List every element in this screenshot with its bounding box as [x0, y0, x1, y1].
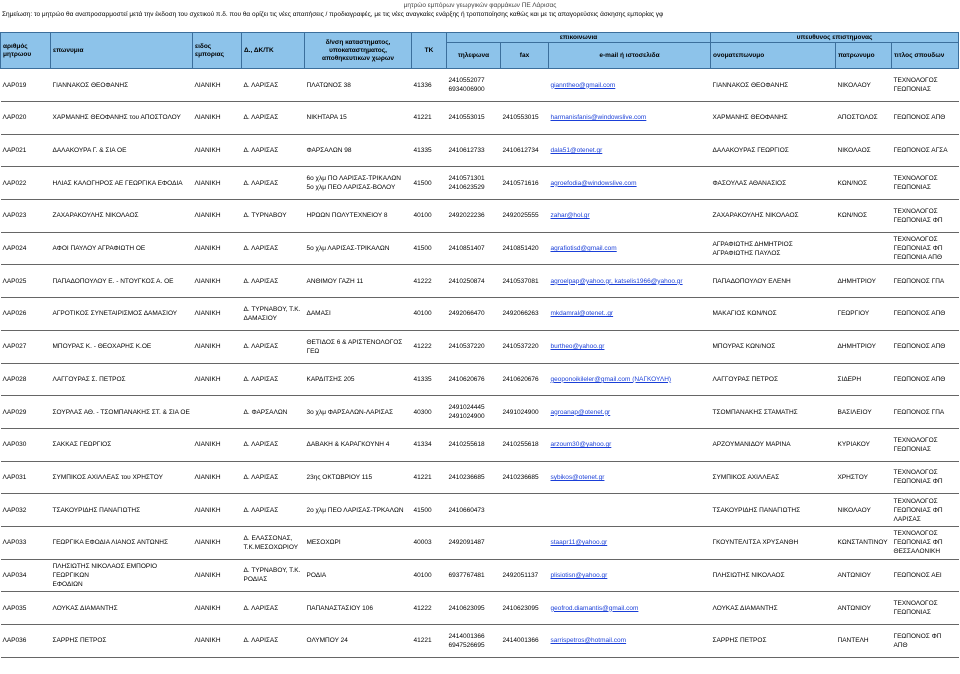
cell-address: ΑΝΘΙΜΟΥ ΓΑΖΗ 11	[305, 265, 412, 298]
cell-email[interactable]: burtheo@yahoo.gr	[549, 330, 711, 363]
col-header-person[interactable]: ονοματεπωνυμο	[711, 43, 836, 69]
cell-degree: ΤΕΧΝΟΛΟΓΟΣ ΓΕΩΠΟΝΙΑΣ ΦΠ ΘΕΣΣΑΛΟΝΙΚΗ	[892, 526, 959, 559]
cell-person: ΣΥΜΠΙΚΟΣ ΑΧΙΛΛΕΑΣ	[711, 461, 836, 494]
cell-id: ΛΑΡ031	[1, 461, 51, 494]
cell-fax	[501, 494, 549, 527]
cell-address: ΡΟΔΙΑ	[305, 559, 412, 592]
cell-email	[549, 494, 711, 527]
cell-name: ΑΦΟΙ ΠΑΥΛΟΥ ΑΓΡΑΦΙΩΤΗ ΟΕ	[51, 232, 193, 265]
cell-tk: 41335	[412, 134, 447, 167]
cell-father: ΝΙΚΟΛΑΟΥ	[836, 494, 892, 527]
cell-fax: 2491024900	[501, 396, 549, 429]
cell-dk: Δ. ΤΥΡΝΑΒΟΥ	[242, 200, 305, 233]
cell-address: 23ης ΟΚΤΩΒΡΙΟΥ 115	[305, 461, 412, 494]
cell-phone: 2492066470	[447, 298, 501, 331]
cell-type: ΛΙΑΝΙΚΗ	[193, 69, 242, 102]
col-header-address[interactable]: δ/νση καταστηματος, υποκαταστηματος, αποθηκευτικων χωρων	[305, 33, 412, 69]
cell-email[interactable]: plisiotisn@yahoo.gr	[549, 559, 711, 592]
cell-address: ΠΛΑΤΩΝΟΣ 38	[305, 69, 412, 102]
cell-father: ΚΥΡΙΑΚΟΥ	[836, 428, 892, 461]
cell-email[interactable]: agroefodia@windowslive.com	[549, 167, 711, 200]
cell-dk: Δ. ΛΑΡΙΣΑΣ	[242, 625, 305, 658]
cell-address: ΟΛΥΜΠΟΥ 24	[305, 625, 412, 658]
cell-dk: Δ. ΕΛΑΣΣΟΝΑΣ, Τ.Κ.ΜΕΣΟΧΩΡΙΟΥ	[242, 526, 305, 559]
cell-email[interactable]: agroelpap@yahoo.gr, katselis1966@yahoo.gr	[549, 265, 711, 298]
registry-table	[0, 32, 959, 658]
cell-id: ΛΑΡ030	[1, 428, 51, 461]
cell-id: ΛΑΡ024	[1, 232, 51, 265]
cell-type: ΛΙΑΝΙΚΗ	[193, 428, 242, 461]
cell-dk: Δ. ΛΑΡΙΣΑΣ	[242, 428, 305, 461]
cell-name: ΧΑΡΜΑΝΗΣ ΘΕΟΦΑΝΗΣ του ΑΠΟΣΤΟΛΟΥ	[51, 102, 193, 135]
cell-name: ΗΛΙΑΣ ΚΑΛΟΓΗΡΟΣ ΑΕ ΓΕΩΡΓΙΚΑ ΕΦΟΔΙΑ	[51, 167, 193, 200]
cell-dk: Δ. ΛΑΡΙΣΑΣ	[242, 167, 305, 200]
table-row[interactable]	[1, 363, 959, 396]
cell-dk: Δ. ΛΑΡΙΣΑΣ	[242, 265, 305, 298]
cell-phone: 2410620676	[447, 363, 501, 396]
cell-degree: ΓΕΩΠΟΝΟΣ ΑΓΣΑ	[892, 134, 959, 167]
table-row[interactable]	[1, 526, 959, 559]
cell-dk: Δ. ΛΑΡΙΣΑΣ	[242, 134, 305, 167]
cell-phone: 2410571301 2410623529	[447, 167, 501, 200]
cell-dk: Δ. ΛΑΡΙΣΑΣ	[242, 461, 305, 494]
cell-email[interactable]: arzoum30@yahoo.gr	[549, 428, 711, 461]
cell-tk: 41500	[412, 494, 447, 527]
cell-address: ΚΑΡΔΙΤΣΗΣ 205	[305, 363, 412, 396]
cell-type: ΛΙΑΝΙΚΗ	[193, 298, 242, 331]
cell-id: ΛΑΡ035	[1, 592, 51, 625]
cell-fax: 2410623095	[501, 592, 549, 625]
cell-id: ΛΑΡ028	[1, 363, 51, 396]
cell-id: ΛΑΡ033	[1, 526, 51, 559]
cell-phone: 2410552077 6934006900	[447, 69, 501, 102]
cell-degree: ΤΕΧΝΟΛΟΓΟΣ ΓΕΩΠΟΝΙΑΣ ΦΠ ΓΕΩΠΟΝΙΑ ΑΠΘ	[892, 232, 959, 265]
cell-person: ΜΠΟΥΡΑΣ ΚΩΝ/ΝΟΣ	[711, 330, 836, 363]
cell-tk: 41222	[412, 265, 447, 298]
cell-email[interactable]: gianntheo@gmail.com	[549, 69, 711, 102]
table-row[interactable]	[1, 167, 959, 200]
cell-dk: Δ. ΛΑΡΙΣΑΣ	[242, 232, 305, 265]
cell-degree: ΤΕΧΝΟΛΟΓΟΣ ΓΕΩΠΟΝΙΑΣ ΦΠ ΛΑΡΙΣΑΣ	[892, 494, 959, 527]
cell-tk: 41222	[412, 592, 447, 625]
table-row[interactable]	[1, 559, 959, 592]
cell-person: ΠΑΠΑΔΟΠΟΥΛΟΥ ΕΛΕΝΗ	[711, 265, 836, 298]
cell-address: 2ο χλμ ΠΕΟ ΛΑΡΙΣΑΣ-ΤΡΚΑΛΩΝ	[305, 494, 412, 527]
cell-name: ΑΓΡΟΤΙΚΟΣ ΣΥΝΕΤΑΙΡΙΣΜΟΣ ΔΑΜΑΣΙΟΥ	[51, 298, 193, 331]
cell-tk: 41336	[412, 69, 447, 102]
cell-type	[193, 396, 242, 429]
cell-name: ΣΥΜΠΙΚΟΣ ΑΧΙΛΛΕΑΣ του ΧΡΗΣΤΟΥ	[51, 461, 193, 494]
cell-email[interactable]: dala51@otenet.gr	[549, 134, 711, 167]
cell-person: ΠΛΗΣΙΩΤΗΣ ΝΙΚΟΛΑΟΣ	[711, 559, 836, 592]
cell-tk: 41221	[412, 461, 447, 494]
cell-father: ΔΗΜΗΤΡΙΟΥ	[836, 330, 892, 363]
cell-father: ΚΩΝ/ΝΟΣ	[836, 167, 892, 200]
cell-email[interactable]: agroanap@otenet.gr	[549, 396, 711, 429]
cell-email[interactable]: staapr11@yahoo.gr	[549, 526, 711, 559]
cell-email[interactable]: agrafiotisd@gmail.com	[549, 232, 711, 265]
table-row[interactable]	[1, 396, 959, 429]
cell-degree: ΓΕΩΠΟΝΟΣ ΑΠΘ	[892, 298, 959, 331]
table-row[interactable]	[1, 102, 959, 135]
cell-tk: 41222	[412, 330, 447, 363]
cell-type: ΛΙΑΝΙΚΗ	[193, 526, 242, 559]
cell-address: ΗΡΩΩΝ ΠΟΛΥΤΕΧΝΕΙΟΥ 8	[305, 200, 412, 233]
cell-name: ΖΑΧΑΡΑΚΟΥΛΗΣ ΝΙΚΟΛΑΟΣ	[51, 200, 193, 233]
cell-father: ΚΩΝΣΤΑΝΤΙΝΟΥ	[836, 526, 892, 559]
cell-phone: 2410537220	[447, 330, 501, 363]
cell-id: ΛΑΡ026	[1, 298, 51, 331]
cell-degree: ΤΕΧΝΟΛΟΓΟΣ ΓΕΩΠΟΝΙΑΣ	[892, 167, 959, 200]
cell-person: ΜΑΚΑΓΙΟΣ ΚΩΝ/ΝΟΣ	[711, 298, 836, 331]
cell-fax: 2410620676	[501, 363, 549, 396]
cell-dk: Δ. ΦΑΡΣΑΛΩΝ	[242, 396, 305, 429]
cell-name: ΛΟΥΚΑΣ ΔΙΑΜΑΝΤΗΣ	[51, 592, 193, 625]
table-row[interactable]	[1, 592, 959, 625]
cell-email[interactable]: harmanisfanis@windowslive.com	[549, 102, 711, 135]
header-group-row	[1, 33, 959, 43]
cell-email[interactable]: zahar@hol.gr	[549, 200, 711, 233]
cell-father: ΓΕΩΡΓΙΟΥ	[836, 298, 892, 331]
cell-dk: Δ. ΛΑΡΙΣΑΣ	[242, 102, 305, 135]
cell-name: ΣΟΥΡΛΑΣ ΑΘ. - ΤΣΟΜΠΑΝΑΚΗΣ ΣΤ. & ΣΙΑ ΟΕ	[51, 396, 193, 429]
cell-degree: ΤΕΧΝΟΛΟΓΟΣ ΓΕΩΠΟΝΙΑΣ ΦΠ	[892, 461, 959, 494]
col-header-fax[interactable]: fax	[501, 43, 549, 69]
cell-father: ΠΑΝΤΕΛΗ	[836, 625, 892, 658]
cell-tk: 41500	[412, 167, 447, 200]
cell-person: ΓΙΑΝΝΑΚΟΣ ΘΕΟΦΑΝΗΣ	[711, 69, 836, 102]
cell-phone: 2491024445 2491024900	[447, 396, 501, 429]
cell-id: ΛΑΡ032	[1, 494, 51, 527]
cell-id: ΛΑΡ023	[1, 200, 51, 233]
cell-dk: Δ. ΛΑΡΙΣΑΣ	[242, 330, 305, 363]
cell-fax: 2410537081	[501, 265, 549, 298]
col-header-father[interactable]: πατρωνυμο	[836, 43, 892, 69]
cell-name: ΤΣΑΚΟΥΡΙΔΗΣ ΠΑΝΑΓΙΩΤΗΣ	[51, 494, 193, 527]
cell-email[interactable]: sybikos@otenet.gr	[549, 461, 711, 494]
table-row[interactable]	[1, 232, 959, 265]
cell-fax: 2410537220	[501, 330, 549, 363]
cell-father: ΒΑΣΙΛΕΙΟΥ	[836, 396, 892, 429]
cell-father	[836, 232, 892, 265]
cell-father: ΔΗΜΗΤΡΙΟΥ	[836, 265, 892, 298]
cell-email[interactable]: geofrod.diamantis@gmail.com	[549, 592, 711, 625]
cell-id: ΛΑΡ029	[1, 396, 51, 429]
table-row[interactable]	[1, 200, 959, 233]
cell-person: ΓΚΟΥΝΤΕΛΙΤΣΑ ΧΡΥΣΑΝΘΗ	[711, 526, 836, 559]
cell-name: ΔΑΛΑΚΟΥΡΑ Γ. & ΣΙΑ ΟΕ	[51, 134, 193, 167]
cell-degree: ΓΕΩΠΟΝΟΣ ΦΠ ΑΠΘ	[892, 625, 959, 658]
cell-father: ΧΡΗΣΤΟΥ	[836, 461, 892, 494]
cell-person: ΤΣΟΜΠΑΝΑΚΗΣ ΣΤΑΜΑΤΗΣ	[711, 396, 836, 429]
cell-degree: ΤΕΧΝΟΛΟΓΟΣ ΓΕΩΠΟΝΙΑΣ	[892, 428, 959, 461]
cell-type: ΛΙΑΝΙΚΗ	[193, 232, 242, 265]
cell-dk: Δ. ΤΥΡΝΑΒΟΥ, Τ.Κ. ΔΑΜΑΣΙΟΥ	[242, 298, 305, 331]
table-row[interactable]	[1, 428, 959, 461]
cell-phone: 2410553015	[447, 102, 501, 135]
cell-phone: 6937767481	[447, 559, 501, 592]
cell-address: ΝΙΚΗΤΑΡΑ 15	[305, 102, 412, 135]
cell-fax	[501, 526, 549, 559]
cell-phone: 2414001366 6947526695	[447, 625, 501, 658]
cell-father: ΚΩΝ/ΝΟΣ	[836, 200, 892, 233]
cell-type: ΛΙΑΝΙΚΗ	[193, 134, 242, 167]
cell-address: ΘΕΤΙΔΟΣ 6 & ΑΡΙΣΤΕΝΟΛΟΓΟΣ ΓΕΩ	[305, 330, 412, 363]
cell-type: ΛΙΑΝΙΚΗ	[193, 363, 242, 396]
cell-tk: 41221	[412, 625, 447, 658]
cell-person: ΛΟΥΚΑΣ ΔΙΑΜΑΝΤΗΣ	[711, 592, 836, 625]
cell-phone: 2410255618	[447, 428, 501, 461]
cell-address: ΜΕΣΟΧΩΡΙ	[305, 526, 412, 559]
table-row[interactable]	[1, 494, 959, 527]
cell-person: ΔΑΛΑΚΟΥΡΑΣ ΓΕΩΡΓΙΟΣ	[711, 134, 836, 167]
cell-person: ΣΑΡΡΗΣ ΠΕΤΡΟΣ	[711, 625, 836, 658]
cell-address: ΔΑΒΑΚΗ & ΚΑΡΑΓΚΟΥΝΗ 4	[305, 428, 412, 461]
cell-email[interactable]: sarrispetros@hotmail.com	[549, 625, 711, 658]
cell-name: ΜΠΟΥΡΑΣ Κ. - ΘΕΟΧΑΡΗΣ Κ.ΟΕ	[51, 330, 193, 363]
table-row[interactable]	[1, 69, 959, 102]
cell-fax: 2492051137	[501, 559, 549, 592]
cell-type: ΛΙΑΝΙΚΗ	[193, 592, 242, 625]
group-header-contact: επικοινωνια	[447, 33, 711, 43]
cell-fax: 2492066263	[501, 298, 549, 331]
cell-tk: 40300	[412, 396, 447, 429]
cell-id: ΛΑΡ021	[1, 134, 51, 167]
cell-phone: 2492022236	[447, 200, 501, 233]
cell-type: ΛΙΑΝΙΚΗ	[193, 265, 242, 298]
cell-degree: ΤΕΧΝΟΛΟΓΟΣ ΓΕΩΠΟΝΙΑΣ ΦΠ	[892, 200, 959, 233]
cell-name: ΣΑΚΚΑΣ ΓΕΩΡΓΙΟΣ	[51, 428, 193, 461]
sheet-title: μητρώο εμπόρων γεωργικών φαρμάκων ΠΕ Λάρισας	[403, 2, 557, 9]
cell-address: 3ο χλμ ΦΑΡΣΑΛΩΝ-ΛΑΡΙΣΑΣ	[305, 396, 412, 429]
cell-phone: 2410612733	[447, 134, 501, 167]
cell-person: ΛΑΓΓΟΥΡΑΣ ΠΕΤΡΟΣ	[711, 363, 836, 396]
cell-person: ΦΑΣΟΥΛΑΣ ΑΘΑΝΑΣΙΟΣ	[711, 167, 836, 200]
col-header-dk[interactable]: Δ., ΔΚ/ΤΚ	[242, 33, 305, 69]
cell-address: 6ο χλμ ΠΟ ΛΑΡΙΣΑΣ-ΤΡΙΚΑΛΩΝ 5ο χλμ ΠΕΟ ΛΑΡΙΣΑΣ-ΒΟΛΟΥ	[305, 167, 412, 200]
cell-person: ΖΑΧΑΡΑΚΟΥΛΗΣ ΝΙΚΟΛΑΟΣ	[711, 200, 836, 233]
cell-address: 5ο χλμ ΛΑΡΙΣΑΣ-ΤΡΙΚΑΛΩΝ	[305, 232, 412, 265]
table-row[interactable]	[1, 625, 959, 658]
cell-fax: 2410851420	[501, 232, 549, 265]
col-header-id[interactable]: αριθμός μητρωου	[1, 33, 51, 69]
cell-name: ΠΛΗΣΙΩΤΗΣ ΝΙΚΟΛΑΟΣ ΕΜΠΟΡΙΟ ΓΕΩΡΓΙΚΩΝ ΕΦΟΔΙΩΝ	[51, 559, 193, 592]
cell-tk: 41500	[412, 232, 447, 265]
cell-id: ΛΑΡ034	[1, 559, 51, 592]
cell-tk: 40003	[412, 526, 447, 559]
table-row[interactable]	[1, 330, 959, 363]
cell-name: ΛΑΓΓΟΥΡΑΣ Σ. ΠΕΤΡΟΣ	[51, 363, 193, 396]
cell-father: ΑΝΤΩΝΙΟΥ	[836, 592, 892, 625]
cell-tk: 40100	[412, 200, 447, 233]
cell-id: ΛΑΡ020	[1, 102, 51, 135]
sheet-note: Σημείωση: το μητρώο θα αναπροσαρμοστεί μετά την έκδοση του σχετικού π.δ. που θα ορίζει τις νέες απαιτήσεις / προδιαγραφές, με τις νέες αναγκαίες ενάρξης ή τροποποίησης καθώς και με τις απαγορεύσεις άσκησης εμπορίας γφ	[2, 11, 664, 18]
col-header-email[interactable]: e-mail ή ιστοσελιδα	[549, 43, 711, 69]
cell-dk: Δ. ΛΑΡΙΣΑΣ	[242, 494, 305, 527]
cell-fax: 2492025555	[501, 200, 549, 233]
cell-type: ΛΙΑΝΙΚΗ	[193, 559, 242, 592]
cell-degree: ΓΕΩΠΟΝΟΣ ΓΠΑ	[892, 265, 959, 298]
cell-phone: 2410250874	[447, 265, 501, 298]
cell-dk: Δ. ΤΥΡΝΑΒΟΥ, Τ.Κ. ΡΟΔΙΑΣ	[242, 559, 305, 592]
col-header-phone[interactable]: τηλεφωνα	[447, 43, 501, 69]
cell-id: ΛΑΡ027	[1, 330, 51, 363]
cell-tk: 40100	[412, 298, 447, 331]
table-row[interactable]	[1, 298, 959, 331]
cell-father: ΝΙΚΟΛΑΟΣ	[836, 134, 892, 167]
cell-type: ΛΙΑΝΙΚΗ	[193, 102, 242, 135]
cell-id: ΛΑΡ022	[1, 167, 51, 200]
cell-fax	[501, 69, 549, 102]
cell-father: ΝΙΚΟΛΑΟΥ	[836, 69, 892, 102]
cell-person: ΑΓΡΑΦΙΩΤΗΣ ΔΗΜΗΤΡΙΟΣ ΑΓΡΑΦΙΩΤΗΣ ΠΑΥΛΟΣ	[711, 232, 836, 265]
table-row[interactable]	[1, 461, 959, 494]
cell-tk: 41221	[412, 102, 447, 135]
cell-id: ΛΑΡ036	[1, 625, 51, 658]
cell-father: ΑΝΤΩΝΙΟΥ	[836, 559, 892, 592]
col-header-degree[interactable]: τιτλος σπουδων	[892, 43, 959, 69]
cell-tk: 40100	[412, 559, 447, 592]
cell-type: ΛΙΑΝΙΚΗ	[193, 167, 242, 200]
cell-person: ΑΡΖΟΥΜΑΝΙΔΟΥ ΜΑΡΙΝΑ	[711, 428, 836, 461]
col-header-tk[interactable]: ΤΚ	[412, 33, 447, 69]
cell-email[interactable]: mkdamral@otenet..gr	[549, 298, 711, 331]
cell-phone: 2410236685	[447, 461, 501, 494]
cell-email[interactable]: geoponoikileler@gmail.com (ΝΑΓΚΟΥΛΗ)	[549, 363, 711, 396]
cell-type: ΛΙΑΝΙΚΗ	[193, 200, 242, 233]
cell-type: ΛΙΑΝΙΚΗ	[193, 330, 242, 363]
table-row[interactable]	[1, 265, 959, 298]
cell-name: ΣΑΡΡΗΣ ΠΕΤΡΟΣ	[51, 625, 193, 658]
cell-address: ΔΑΜΑΣΙ	[305, 298, 412, 331]
table-row[interactable]	[1, 134, 959, 167]
cell-fax: 2414001366	[501, 625, 549, 658]
cell-phone: 2410660473	[447, 494, 501, 527]
cell-degree: ΓΕΩΠΟΝΟΣ ΓΠΑ	[892, 396, 959, 429]
cell-fax: 2410255618	[501, 428, 549, 461]
cell-name: ΓΕΩΡΓΙΚΑ ΕΦΟΔΙΑ ΛΙΑΝΟΣ ΑΝΤΩΝΗΣ	[51, 526, 193, 559]
cell-tk: 41335	[412, 363, 447, 396]
cell-father: ΣΙΔΕΡΗ	[836, 363, 892, 396]
cell-phone: 2410851407	[447, 232, 501, 265]
col-header-type[interactable]: ειδος εμποριας	[193, 33, 242, 69]
cell-degree: ΓΕΩΠΟΝΟΣ ΑΠΘ	[892, 102, 959, 135]
cell-name: ΓΙΑΝΝΑΚΟΣ ΘΕΟΦΑΝΗΣ	[51, 69, 193, 102]
cell-fax: 2410236685	[501, 461, 549, 494]
group-header-responsible: υπευθυνος επιστημονας	[711, 33, 959, 43]
cell-type: ΛΙΑΝΙΚΗ	[193, 461, 242, 494]
cell-type: ΛΙΑΝΙΚΗ	[193, 625, 242, 658]
cell-degree: ΤΕΧΝΟΛΟΓΟΣ ΓΕΩΠΟΝΙΑΣ	[892, 592, 959, 625]
cell-degree: ΤΕΧΝΟΛΟΓΟΣ ΓΕΩΠΟΝΙΑΣ	[892, 69, 959, 102]
cell-address: ΦΑΡΣΑΛΩΝ 98	[305, 134, 412, 167]
cell-phone: 2410623095	[447, 592, 501, 625]
cell-id: ΛΑΡ025	[1, 265, 51, 298]
cell-id: ΛΑΡ019	[1, 69, 51, 102]
cell-type: ΛΙΑΝΙΚΗ	[193, 494, 242, 527]
cell-degree: ΓΕΩΠΟΝΟΣ ΑΠΘ	[892, 330, 959, 363]
cell-name: ΠΑΠΑΔΟΠΟΥΛΟΥ Ε. - ΝΤΟΥΓΚΟΣ Α. ΟΕ	[51, 265, 193, 298]
cell-degree: ΓΕΩΠΟΝΟΣ ΑΠΘ	[892, 363, 959, 396]
cell-fax: 2410553015	[501, 102, 549, 135]
cell-degree: ΓΕΩΠΟΝΟΣ ΑΕΙ	[892, 559, 959, 592]
cell-person: ΤΣΑΚΟΥΡΙΔΗΣ ΠΑΝΑΓΙΩΤΗΣ	[711, 494, 836, 527]
cell-phone: 2492091487	[447, 526, 501, 559]
cell-father: ΑΠΟΣΤΟΛΟΣ	[836, 102, 892, 135]
cell-person: ΧΑΡΜΑΝΗΣ ΘΕΟΦΑΝΗΣ	[711, 102, 836, 135]
registry-rows	[1, 69, 959, 658]
cell-dk: Δ. ΛΑΡΙΣΑΣ	[242, 69, 305, 102]
cell-dk: Δ. ΛΑΡΙΣΑΣ	[242, 363, 305, 396]
cell-fax: 2410571616	[501, 167, 549, 200]
cell-tk: 41334	[412, 428, 447, 461]
cell-fax: 2410612734	[501, 134, 549, 167]
cell-dk: Δ. ΛΑΡΙΣΑΣ	[242, 592, 305, 625]
cell-address: ΠΑΠΑΝΑΣΤΑΣΙΟΥ 106	[305, 592, 412, 625]
col-header-name[interactable]: επωνυμια	[51, 33, 193, 69]
